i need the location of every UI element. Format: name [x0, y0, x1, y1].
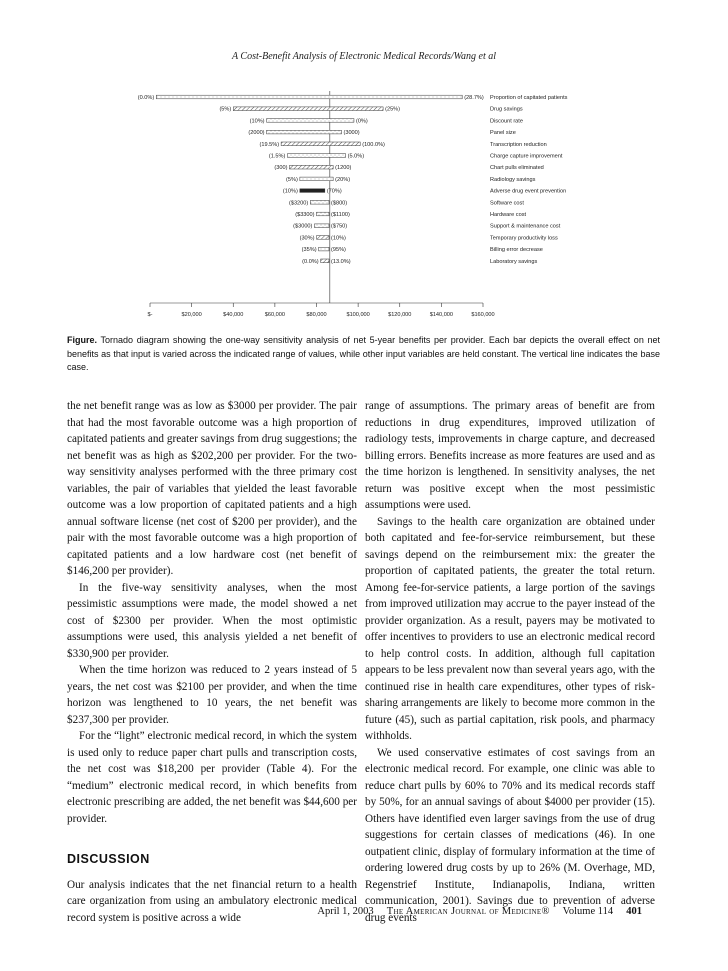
paragraph: Our analysis indicates that the net financial return to a health care organization from using an ambulatory electronic medical record system is positive across a wide [67, 878, 357, 924]
bar-variable-name: Adverse drug event prevention [490, 188, 567, 195]
footer-page-number: 401 [626, 906, 642, 917]
tornado-bar [300, 177, 333, 181]
footer-volume: Volume 114 [562, 906, 614, 917]
bar-high-label: (28.7%) [464, 95, 484, 101]
bar-high-label: (1200) [335, 165, 352, 172]
bar-variable-name: Discount rate [490, 118, 523, 125]
bar-variable-name: Radiology savings [490, 176, 536, 183]
bar-high-label: (70%) [326, 188, 342, 195]
bar-variable-name: Chart pulls eliminated [490, 165, 544, 172]
x-tick-label: $80,000 [306, 312, 327, 318]
paragraph: For the “light” electronic medical record, in which the system is used only to reduce paper chart pulls and transcription costs, the net cost was $18,200 per provider (Table 4). For the “medium” electronic medical record, in which benefits from electronic prescribing are added, the net benefit was $44,600 per provider. [67, 730, 357, 825]
bar-low-label: (30%) [299, 235, 315, 242]
bar-low-label: (0.0%) [302, 258, 319, 265]
bar-high-label: (0%) [355, 118, 368, 125]
bar-low-label: ($3000) [293, 223, 313, 230]
tornado-bar [289, 165, 333, 169]
tornado-bar [317, 236, 329, 240]
paragraph: range of assumptions. The primary areas of benefit are from reductions in drug expenditures, improved utilization of radiology tests, improvements in charge capture, and decreased billing errors. Benefits increase as more features are used and as the time horizon is lengthened. In sensitivity analyses, the net return was positive except when the most pessimistic assumptions were used. [365, 400, 655, 511]
left-column [67, 398, 357, 926]
footer-journal: The American Journal of Medicine® [386, 906, 550, 917]
bar-variable-name: Charge capture improvement [490, 153, 563, 160]
bar-low-label: (2000) [248, 130, 265, 137]
paragraph: We used conservative estimates of cost savings from an electronic medical record. For example, one clinic was able to reduce chart pulls by 60% to 70% and its medical records staff by 50%, for an annual savings of about $4000 per provider (15). Others have identified even larger savings from the use of drug suggestions for certain classes of medications (46). In one outpatient clinic, display of formulary information at the time of ordering lowered drug costs by up to 26% (M. Overhage, MD, Regenstrief Institute, Indianapolis, Indiana, written communication, 2001). Savings due to prevention of adverse drug events [365, 746, 655, 924]
bar-high-label: (3000) [343, 130, 360, 137]
x-tick-label: $- [147, 312, 153, 318]
bar-variable-name: Temporary productivity loss [490, 235, 558, 242]
x-tick-label: $20,000 [181, 312, 202, 318]
paragraph: When the time horizon was reduced to 2 years instead of 5 years, the net cost was $2100 per provider, and when the time horizon was lengthened to 10 years, the net benefit was $237,300 per provider. [67, 664, 357, 726]
x-tick-label: $140,000 [429, 312, 454, 318]
section-heading: DISCUSSION [67, 852, 150, 866]
bar-variable-name: Laboratory savings [490, 258, 538, 265]
tornado-bar [319, 247, 329, 251]
bar-low-label: ($3300) [295, 212, 315, 218]
caption-label: Figure. [67, 335, 98, 345]
bar-low-label: (5%) [219, 106, 232, 113]
tornado-bar [300, 189, 325, 193]
bar-low-label: ($3200) [288, 200, 309, 207]
right-column [365, 398, 655, 926]
x-tick-label: $100,000 [346, 312, 370, 318]
bar-low-label: (300) [274, 165, 288, 172]
bar-variable-name: Hardware cost [490, 212, 527, 218]
tornado-bar [314, 224, 329, 228]
tornado-bar [287, 154, 345, 158]
figure-caption [67, 334, 660, 375]
caption-text: Tornado diagram showing the one-way sensitivity analysis of net 5-year benefits per provider. Each bar depicts the overall effect on net benefits as that input is varied across the indicated range of values, while other input variables are held constant. The vertical line indicates the base case. [67, 335, 660, 372]
bar-low-label: (10%) [249, 118, 265, 125]
bar-high-label: ($800) [330, 200, 348, 207]
paragraph: In the five-way sensitivity analyses, when the most pessimistic assumptions were made, the model showed a net cost of $2300 per provider. When the most optimistic assumptions were used, this analysis yielded a net benefit of $330,900 per provider. [67, 581, 357, 660]
bar-low-label: (1.5%) [268, 153, 286, 160]
bar-low-label: (0.0%) [137, 95, 155, 101]
bar-variable-name: Proportion of capitated patients [490, 95, 568, 101]
bar-high-label: (100.0%) [362, 141, 385, 148]
paragraph: Savings to the health care organization are obtained under both capitated and fee-for-service reimbursement, but these savings depend on the reimbursement mix: the greater the proportion of capitated patients, the greater the total return. Among fee-for-service patients, a large portion of the savings from improved utilization may accrue to the payer instead of the provider organization. As a result, payers may be motivated to offer incentives to providers to use an electronic medical record to help control costs. In addition, although full capitation appears to be less prevalent now than several years ago, with the continued rise in health care expenditures, other types of risk-sharing arrangements are likely to become more common in the future (45), such as partial capitation, risk pools, and pharmacy withholds. [365, 515, 655, 742]
bar-high-label: ($750) [330, 223, 348, 230]
tornado-bar [321, 259, 329, 263]
footer-date: April 1, 2003 [317, 906, 374, 917]
bar-variable-name: Support & maintenance cost [490, 223, 561, 230]
tornado-bar [267, 130, 342, 134]
bar-high-label: (20%) [335, 176, 351, 183]
bar-low-label: (35%) [301, 247, 317, 254]
tornado-bar [310, 201, 329, 205]
x-tick-label: $40,000 [223, 312, 244, 318]
bar-variable-name: Panel size [490, 130, 516, 137]
bar-variable-name: Drug savings [490, 106, 523, 113]
paragraph: the net benefit range was as low as $3000 per provider. The pair that had the most favorable outcome was a high proportion of capitated patients and greater savings from drug suggestions; the net benefit was as high as $202,200 per provider. For the two-way sensitivity analyses performed with the three primary cost variables, the pair of variables that yielded the least favorable outcome was a low proportion of capitated patients and a high annual software license (net cost of $200 per provider), and the pair with the most favorable outcome was a high proportion of capitated patients and a low hardware cost (net benefit of $146,200 per provider). [67, 400, 357, 577]
tornado-bar [267, 119, 354, 123]
bar-variable-name: Software cost [490, 200, 524, 207]
bar-high-label: ($1100) [330, 212, 350, 218]
page-footer [317, 906, 642, 917]
bar-low-label: (10%) [282, 188, 298, 195]
bar-variable-name: Billing error decrease [490, 247, 543, 254]
tornado-bar [281, 142, 360, 146]
tornado-bar [233, 107, 383, 111]
running-head: A Cost-Benefit Analysis of Electronic Medical Records/Wang et al [231, 51, 497, 62]
x-tick-label: $60,000 [264, 312, 285, 318]
bar-high-label: (10%) [330, 235, 346, 242]
tornado-bar [317, 212, 329, 216]
bar-variable-name: Transcription reduction [490, 141, 547, 148]
tornado-bar [156, 95, 462, 99]
bar-high-label: (25%) [385, 106, 401, 113]
x-tick-label: $160,000 [471, 312, 495, 318]
bar-high-label: (95%) [330, 247, 346, 254]
tornado-chart [0, 0, 728, 330]
bar-low-label: (5%) [286, 176, 298, 183]
bar-high-label: (5.0%) [347, 153, 365, 160]
x-tick-label: $120,000 [388, 312, 412, 318]
bar-high-label: (13.0%) [330, 258, 351, 265]
bar-low-label: (19.5%) [259, 141, 280, 148]
